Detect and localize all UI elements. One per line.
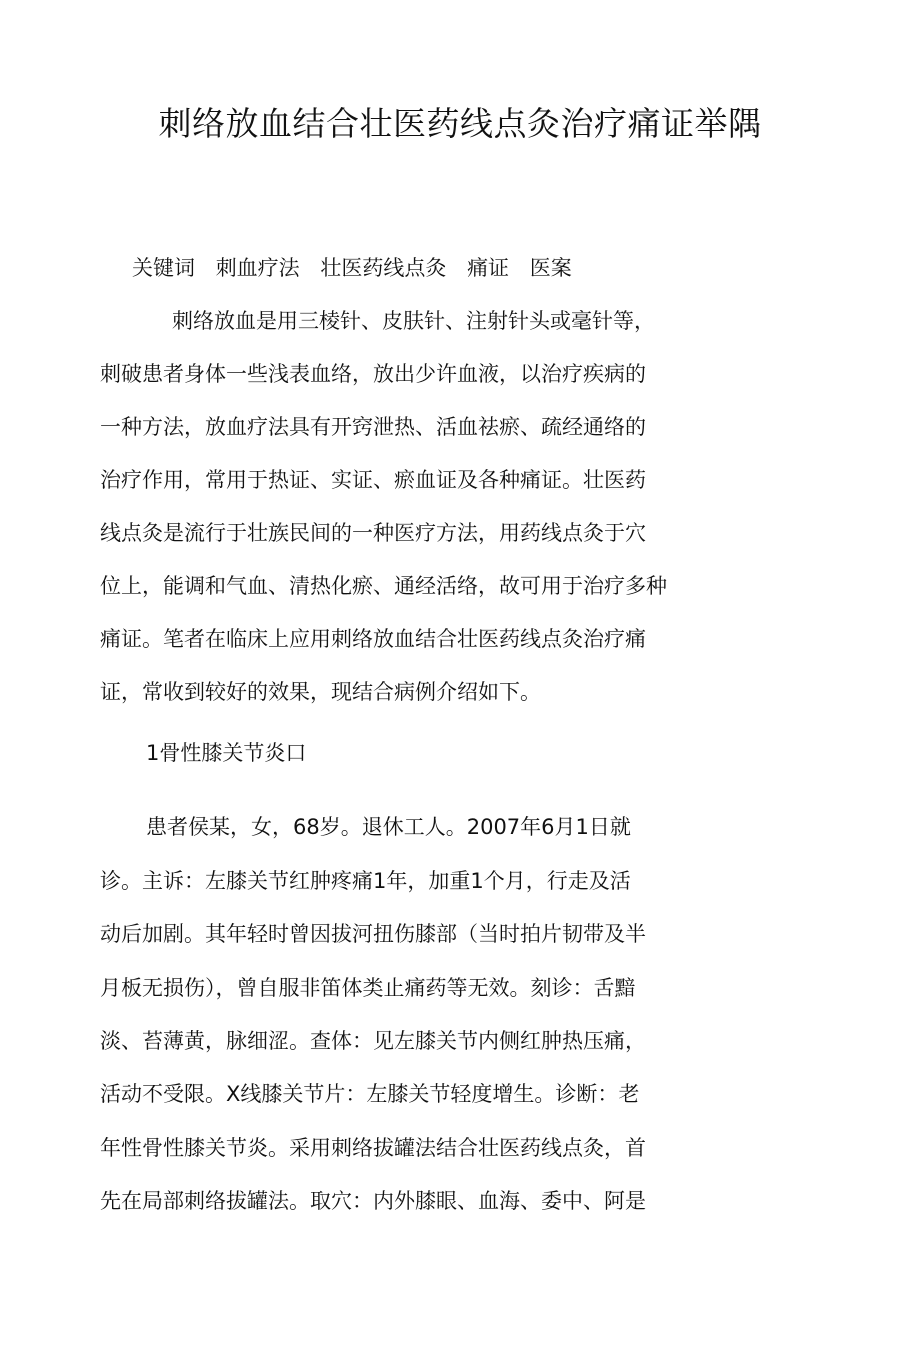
- keywords-line: [132, 248, 572, 288]
- case-line: 动后加剧。其年轻时曾因拔河扭伤膝部（当时拍片韧带及半: [100, 922, 646, 946]
- intro-line: 刺破患者身体一些浅表血络，放出少许血液，以治疗疾病的: [100, 362, 646, 386]
- keyword-term: 痛证: [467, 256, 510, 280]
- intro-line: 位上，能调和气血、清热化瘀、通经活络，故可用于治疗多种: [100, 574, 667, 598]
- keyword-term: 刺血疗法: [215, 256, 300, 280]
- intro-line: 线点灸是流行于壮族民间的一种医疗方法，用药线点灸于穴: [100, 521, 646, 545]
- intro-line: 一种方法，放血疗法具有开窍泄热、活血祛瘀、疏经通络的: [100, 415, 646, 439]
- case-line: 先在局部刺络拔罐法。取穴：内外膝眼、血海、委中、阿是: [100, 1189, 646, 1213]
- case-line: 患者侯某，女，68岁。退休工人。2007年6月1日就: [146, 815, 631, 839]
- intro-line: 证，常收到较好的效果，现结合病例介绍如下。: [100, 680, 541, 704]
- intro-line: 刺络放血是用三棱针、皮肤针、注射针头或毫针等，: [172, 309, 655, 333]
- intro-line: 痛证。笔者在临床上应用刺络放血结合壮医药线点灸治疗痛: [100, 627, 646, 651]
- case-line: 淡、苔薄黄，脉细涩。查体：见左膝关节内侧红肿热压痛，: [100, 1029, 646, 1053]
- keyword-term: 医案: [529, 256, 572, 280]
- case-line: 诊。主诉：左膝关节红肿疼痛1年，加重1个月，行走及活: [100, 869, 631, 893]
- case-line: 年性骨性膝关节炎。采用刺络拔罐法结合壮医药线点灸，首: [100, 1136, 646, 1160]
- case-line: 月板无损伤），曾自服非笛体类止痛药等无效。刻诊：舌黯: [100, 976, 636, 1000]
- intro-line: 治疗作用，常用于热证、实证、瘀血证及各种痛证。壮医药: [100, 468, 646, 492]
- case-line: 活动不受限。X线膝关节片：左膝关节轻度增生。诊断：老: [100, 1082, 640, 1106]
- keywords-label: 关键词: [132, 256, 195, 280]
- keyword-term: 壮医药线点灸: [320, 256, 447, 280]
- section-heading: 1骨性膝关节炎口: [146, 741, 307, 765]
- document-title: 刺络放血结合壮医药线点灸治疗痛证举隅: [158, 104, 762, 143]
